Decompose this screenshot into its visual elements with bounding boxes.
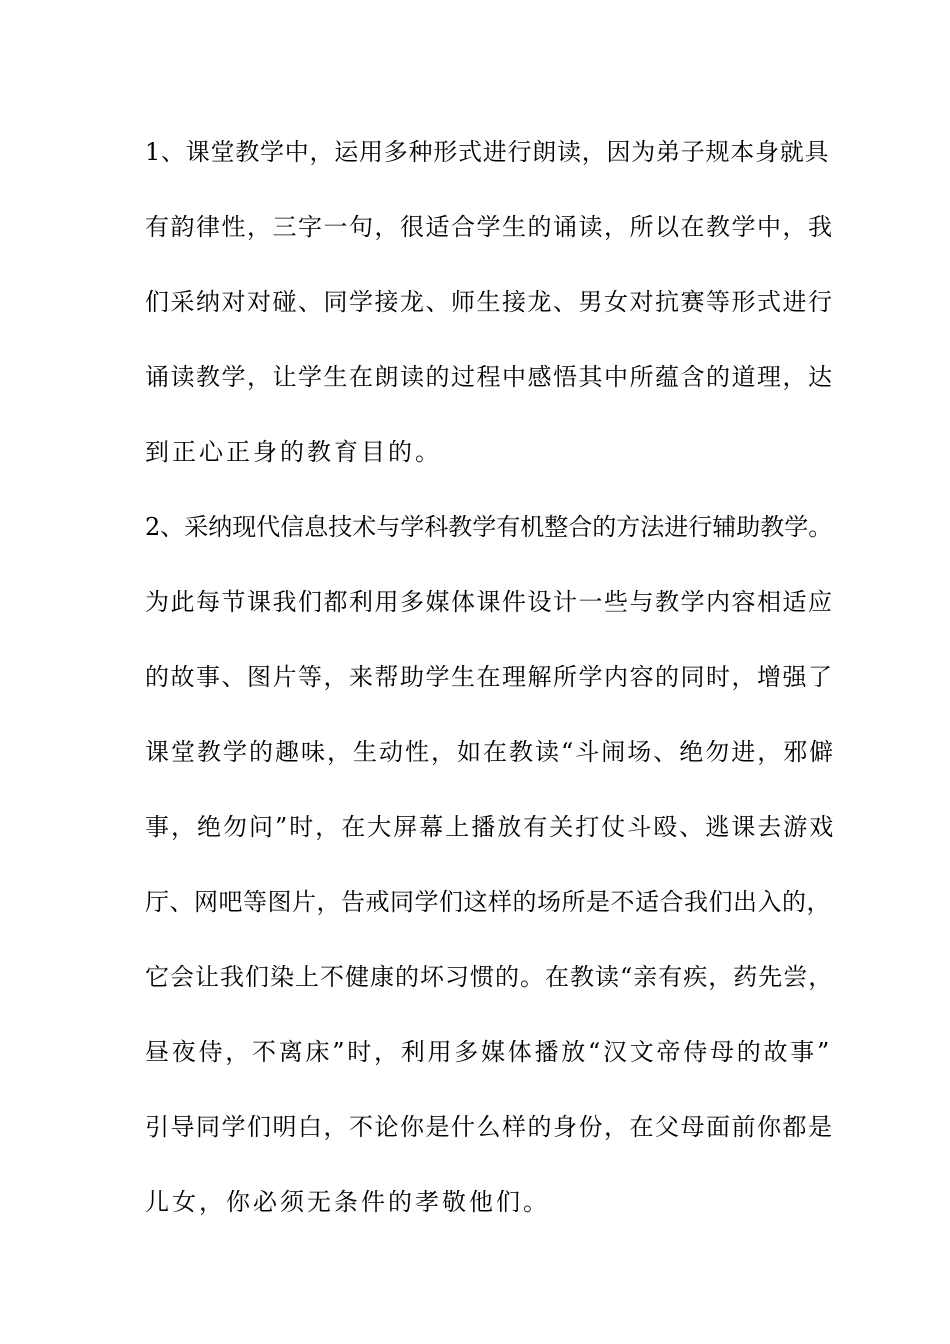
text-line: 们采纳对对碰、同学接龙、师生接龙、男女对抗赛等形式进行 bbox=[145, 288, 834, 316]
text-line: 诵读教学，让学生在朗读的过程中感悟其中所蕴含的道理，达 bbox=[145, 363, 834, 391]
text-line: 课堂教学的趣味，生动性，如在教读“斗闹场、绝勿进，邪僻 bbox=[145, 738, 836, 766]
text-line: 为此每节课我们都利用多媒体课件设计一些与教学内容相适应 bbox=[145, 588, 834, 616]
text-line: 厅、网吧等图片，告戒同学们这样的场所是不适合我们出入的， bbox=[145, 888, 831, 916]
text-line: 昼夜侍，不离床”时，利用多媒体播放“汉文帝侍母的故事” bbox=[145, 1038, 833, 1066]
text-line: 2、采纳现代信息技术与学科教学有机整合的方法进行辅助教学。 bbox=[145, 513, 833, 541]
text-line: 有韵律性，三字一句，很适合学生的诵读，所以在教学中，我 bbox=[145, 213, 834, 241]
text-line: 事，绝勿问”时，在大屏幕上播放有关打仗斗殴、逃课去游戏 bbox=[145, 813, 836, 841]
text-line: 儿女，你必须无条件的孝敬他们。 bbox=[145, 1188, 550, 1216]
text-line: 的故事、图片等，来帮助学生在理解所学内容的同时，增强了 bbox=[145, 663, 834, 691]
text-line: 1、课堂教学中，运用多种形式进行朗读，因为弟子规本身就具 bbox=[145, 138, 830, 166]
text-line: 引导同学们明白，不论你是什么样的身份，在父母面前你都是 bbox=[145, 1113, 834, 1141]
text-line: 到正心正身的教育目的。 bbox=[145, 438, 442, 466]
text-line: 它会让我们染上不健康的坏习惯的。在教读“亲有疾，药先尝， bbox=[145, 963, 834, 991]
